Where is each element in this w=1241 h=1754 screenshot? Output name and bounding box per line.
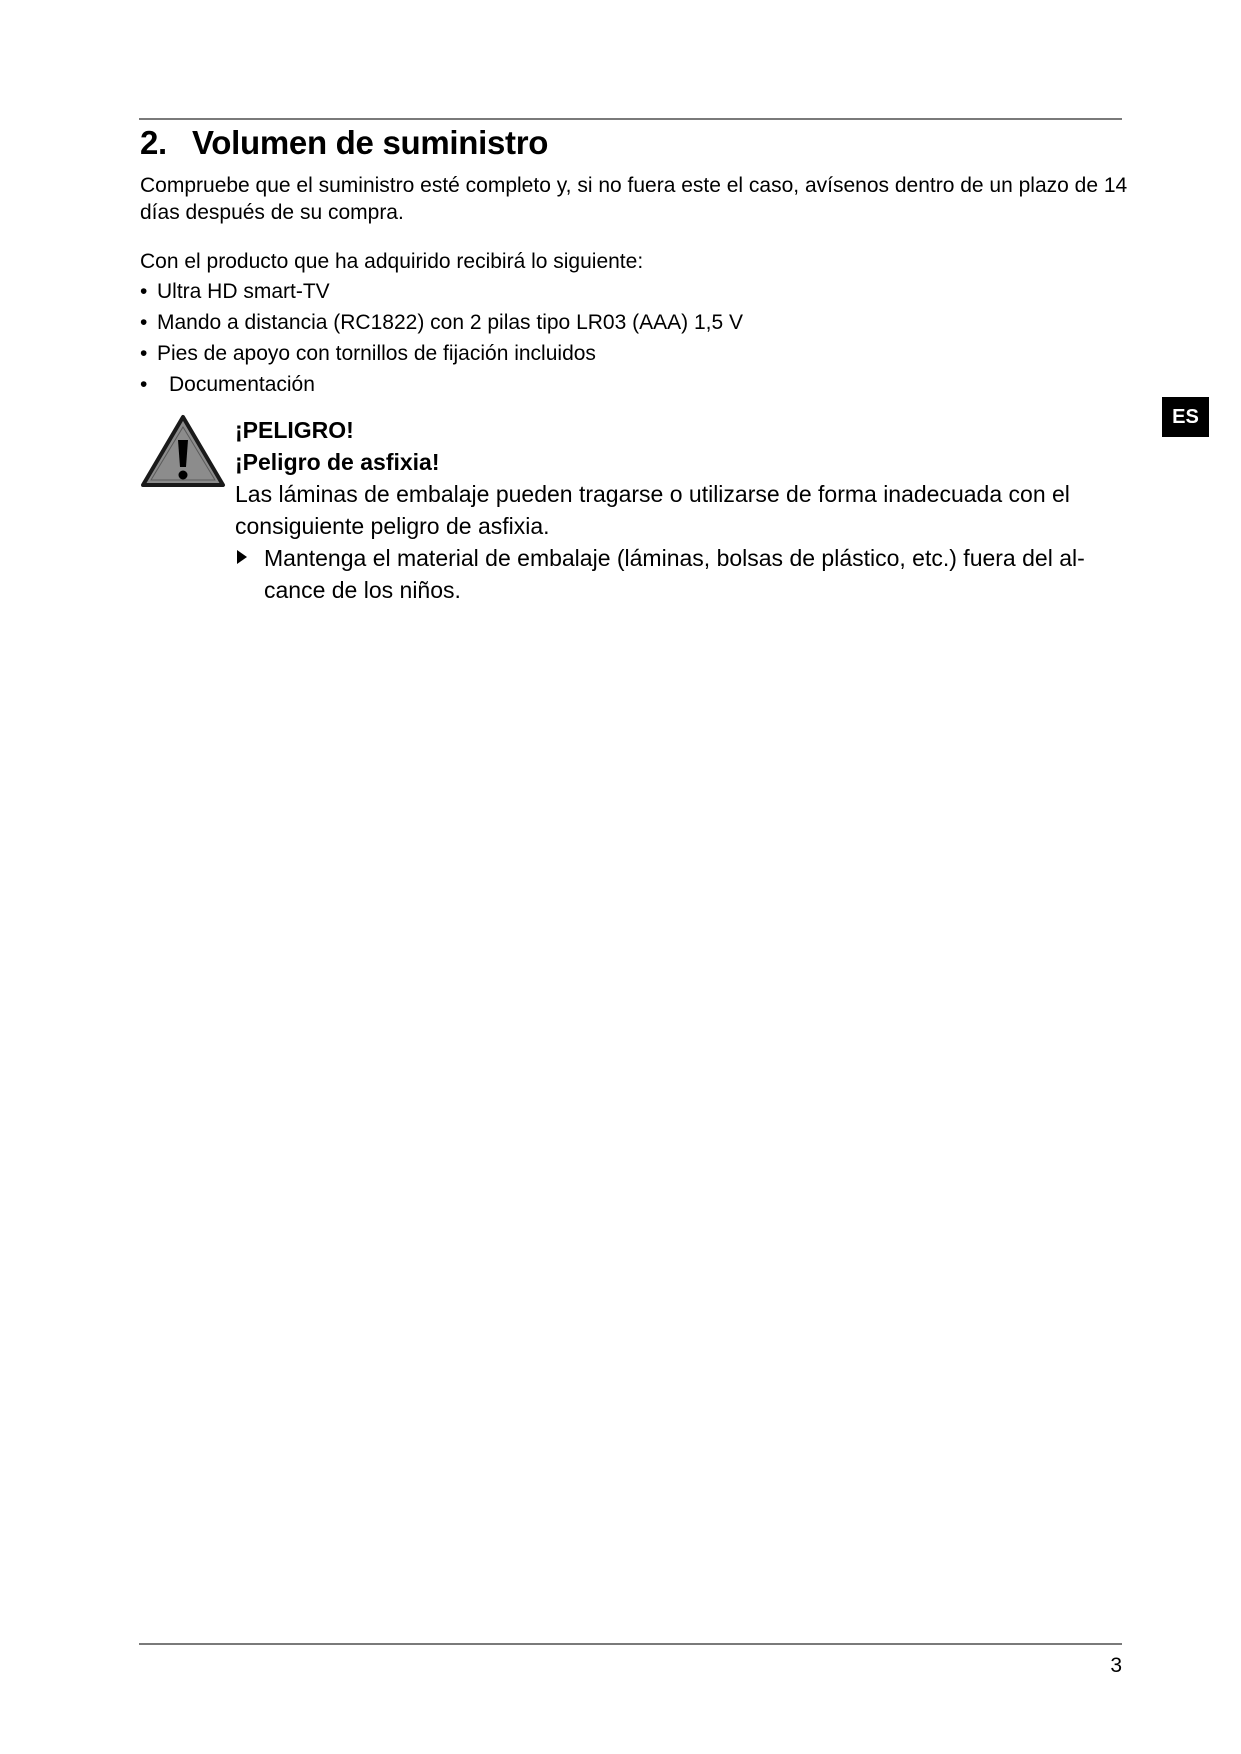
list-item [140,338,743,369]
list-item-text: Pies de apoyo con tornillos de fijación incluidos [157,342,596,365]
bullet: • [140,373,148,396]
warning-triangle-icon [140,414,226,488]
intro-paragraph: Compruebe que el suministro esté completo y, si no fuera este el caso, avísenos dentro de un plazo de 14 días después de su compra. [140,174,1128,224]
list-item-text: Documentación [169,373,315,396]
list-item-text: Ultra HD smart-TV [157,280,330,303]
arrow-right-icon [236,549,248,565]
section-heading [140,124,548,162]
page-number: 3 [1110,1654,1122,1677]
list-item [140,276,743,307]
list-lead: Con el producto que ha adquirido recibirá lo siguiente: [140,250,644,273]
contents-list [140,276,743,400]
section-number: 2. [140,124,167,161]
warning-action: Mantenga el material de embalaje (láminas, bolsas de plástico, etc.) fuera del al- cance de los niños. [264,545,1085,603]
warning-text: Las láminas de embalaje pueden tragarse o utilizarse de forma inadecuada con el consiguiente peligro de asfixia. [235,481,1070,539]
bullet: • [140,311,148,334]
top-rule [139,118,1122,120]
list-item-text: Mando a distancia (RC1822) con 2 pilas tipo LR03 (AAA) 1,5 V [157,311,743,334]
list-item [140,369,743,400]
list-item [140,307,743,338]
language-tab: ES [1162,397,1209,437]
bottom-rule [139,1643,1122,1645]
section-title: Volumen de suministro [192,124,549,161]
warning-title: ¡PELIGRO! [235,417,354,443]
bullet: • [140,342,148,365]
bullet: • [140,280,148,303]
warning-subtitle: ¡Peligro de asfixia! [235,449,440,475]
